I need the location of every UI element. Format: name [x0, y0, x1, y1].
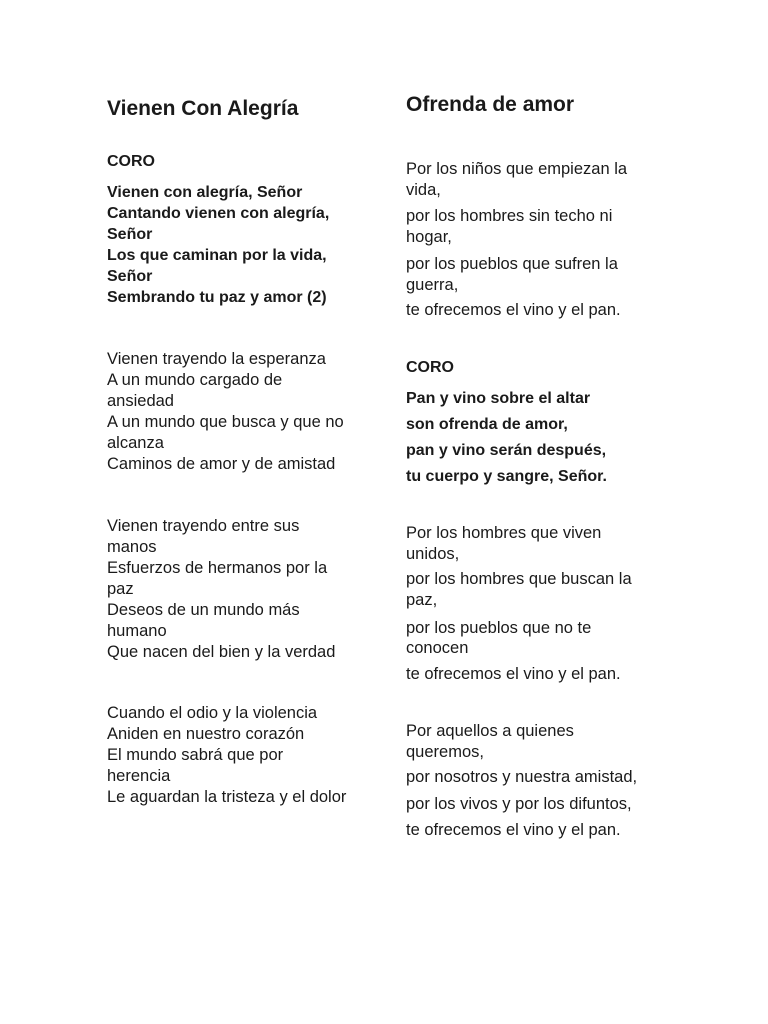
- lyric-line: por los hombres sin techo ni: [406, 207, 613, 225]
- lyric-line: Deseos de un mundo más: [107, 601, 300, 619]
- lyric-line: Vienen trayendo la esperanza: [107, 350, 326, 368]
- lyric-line: Señor: [107, 268, 153, 285]
- lyric-line: alcanza: [107, 434, 164, 452]
- right-chorus-label: CORO: [406, 359, 454, 376]
- lyric-line: El mundo sabrá que por: [107, 746, 284, 764]
- lyric-line: conocen: [406, 639, 469, 657]
- lyric-line: te ofrecemos el vino y el pan.: [406, 301, 621, 319]
- lyric-line: tu cuerpo y sangre, Señor.: [406, 468, 607, 485]
- lyric-line: Cantando vienen con alegría,: [107, 205, 330, 222]
- lyric-line: hogar,: [406, 228, 452, 246]
- lyric-line: por los vivos y por los difuntos,: [406, 795, 632, 813]
- lyric-line: humano: [107, 622, 167, 640]
- lyric-line: vida,: [406, 181, 441, 199]
- lyric-line: Cuando el odio y la violencia: [107, 704, 318, 722]
- lyric-line: Señor: [107, 226, 153, 243]
- lyric-line: Pan y vino sobre el altar: [406, 390, 591, 407]
- lyric-line: Vienen trayendo entre sus: [107, 517, 300, 535]
- lyric-line: ansiedad: [107, 392, 174, 410]
- lyric-line: unidos,: [406, 545, 460, 563]
- lyric-line: te ofrecemos el vino y el pan.: [406, 821, 621, 839]
- left-chorus-label: CORO: [107, 153, 155, 170]
- lyric-line: Por los niños que empiezan la: [406, 160, 628, 178]
- lyric-line: Sembrando tu paz y amor (2): [107, 289, 327, 306]
- lyric-line: paz,: [406, 591, 438, 609]
- lyric-line: Caminos de amor y de amistad: [107, 455, 336, 473]
- lyric-line: A un mundo cargado de: [107, 371, 283, 389]
- lyric-line: Le aguardan la tristeza y el dolor: [107, 788, 347, 806]
- lyric-line: A un mundo que busca y que no: [107, 413, 344, 431]
- lyric-line: queremos,: [406, 743, 484, 761]
- lyric-line: por los hombres que buscan la: [406, 570, 632, 588]
- lyric-line: te ofrecemos el vino y el pan.: [406, 665, 621, 683]
- lyric-line: Vienen con alegría, Señor: [107, 184, 303, 201]
- lyric-line: manos: [107, 538, 157, 556]
- left-song-title: Vienen Con Alegría: [107, 97, 299, 120]
- lyric-line: Por aquellos a quienes: [406, 722, 574, 740]
- lyric-line: por los pueblos que no te: [406, 619, 592, 637]
- lyric-line: por nosotros y nuestra amistad,: [406, 768, 638, 786]
- lyric-line: son ofrenda de amor,: [406, 416, 568, 433]
- lyric-line: por los pueblos que sufren la: [406, 255, 618, 273]
- lyric-line: Por los hombres que viven: [406, 524, 602, 542]
- lyric-line: Aniden en nuestro corazón: [107, 725, 305, 743]
- lyric-line: Los que caminan por la vida,: [107, 247, 327, 264]
- lyric-line: paz: [107, 580, 134, 598]
- lyric-line: Esfuerzos de hermanos por la: [107, 559, 328, 577]
- lyric-line: herencia: [107, 767, 171, 785]
- lyric-line: pan y vino serán después,: [406, 442, 607, 459]
- lyric-line: guerra,: [406, 276, 459, 294]
- right-song-title: Ofrenda de amor: [406, 93, 575, 116]
- lyric-line: Que nacen del bien y la verdad: [107, 643, 336, 661]
